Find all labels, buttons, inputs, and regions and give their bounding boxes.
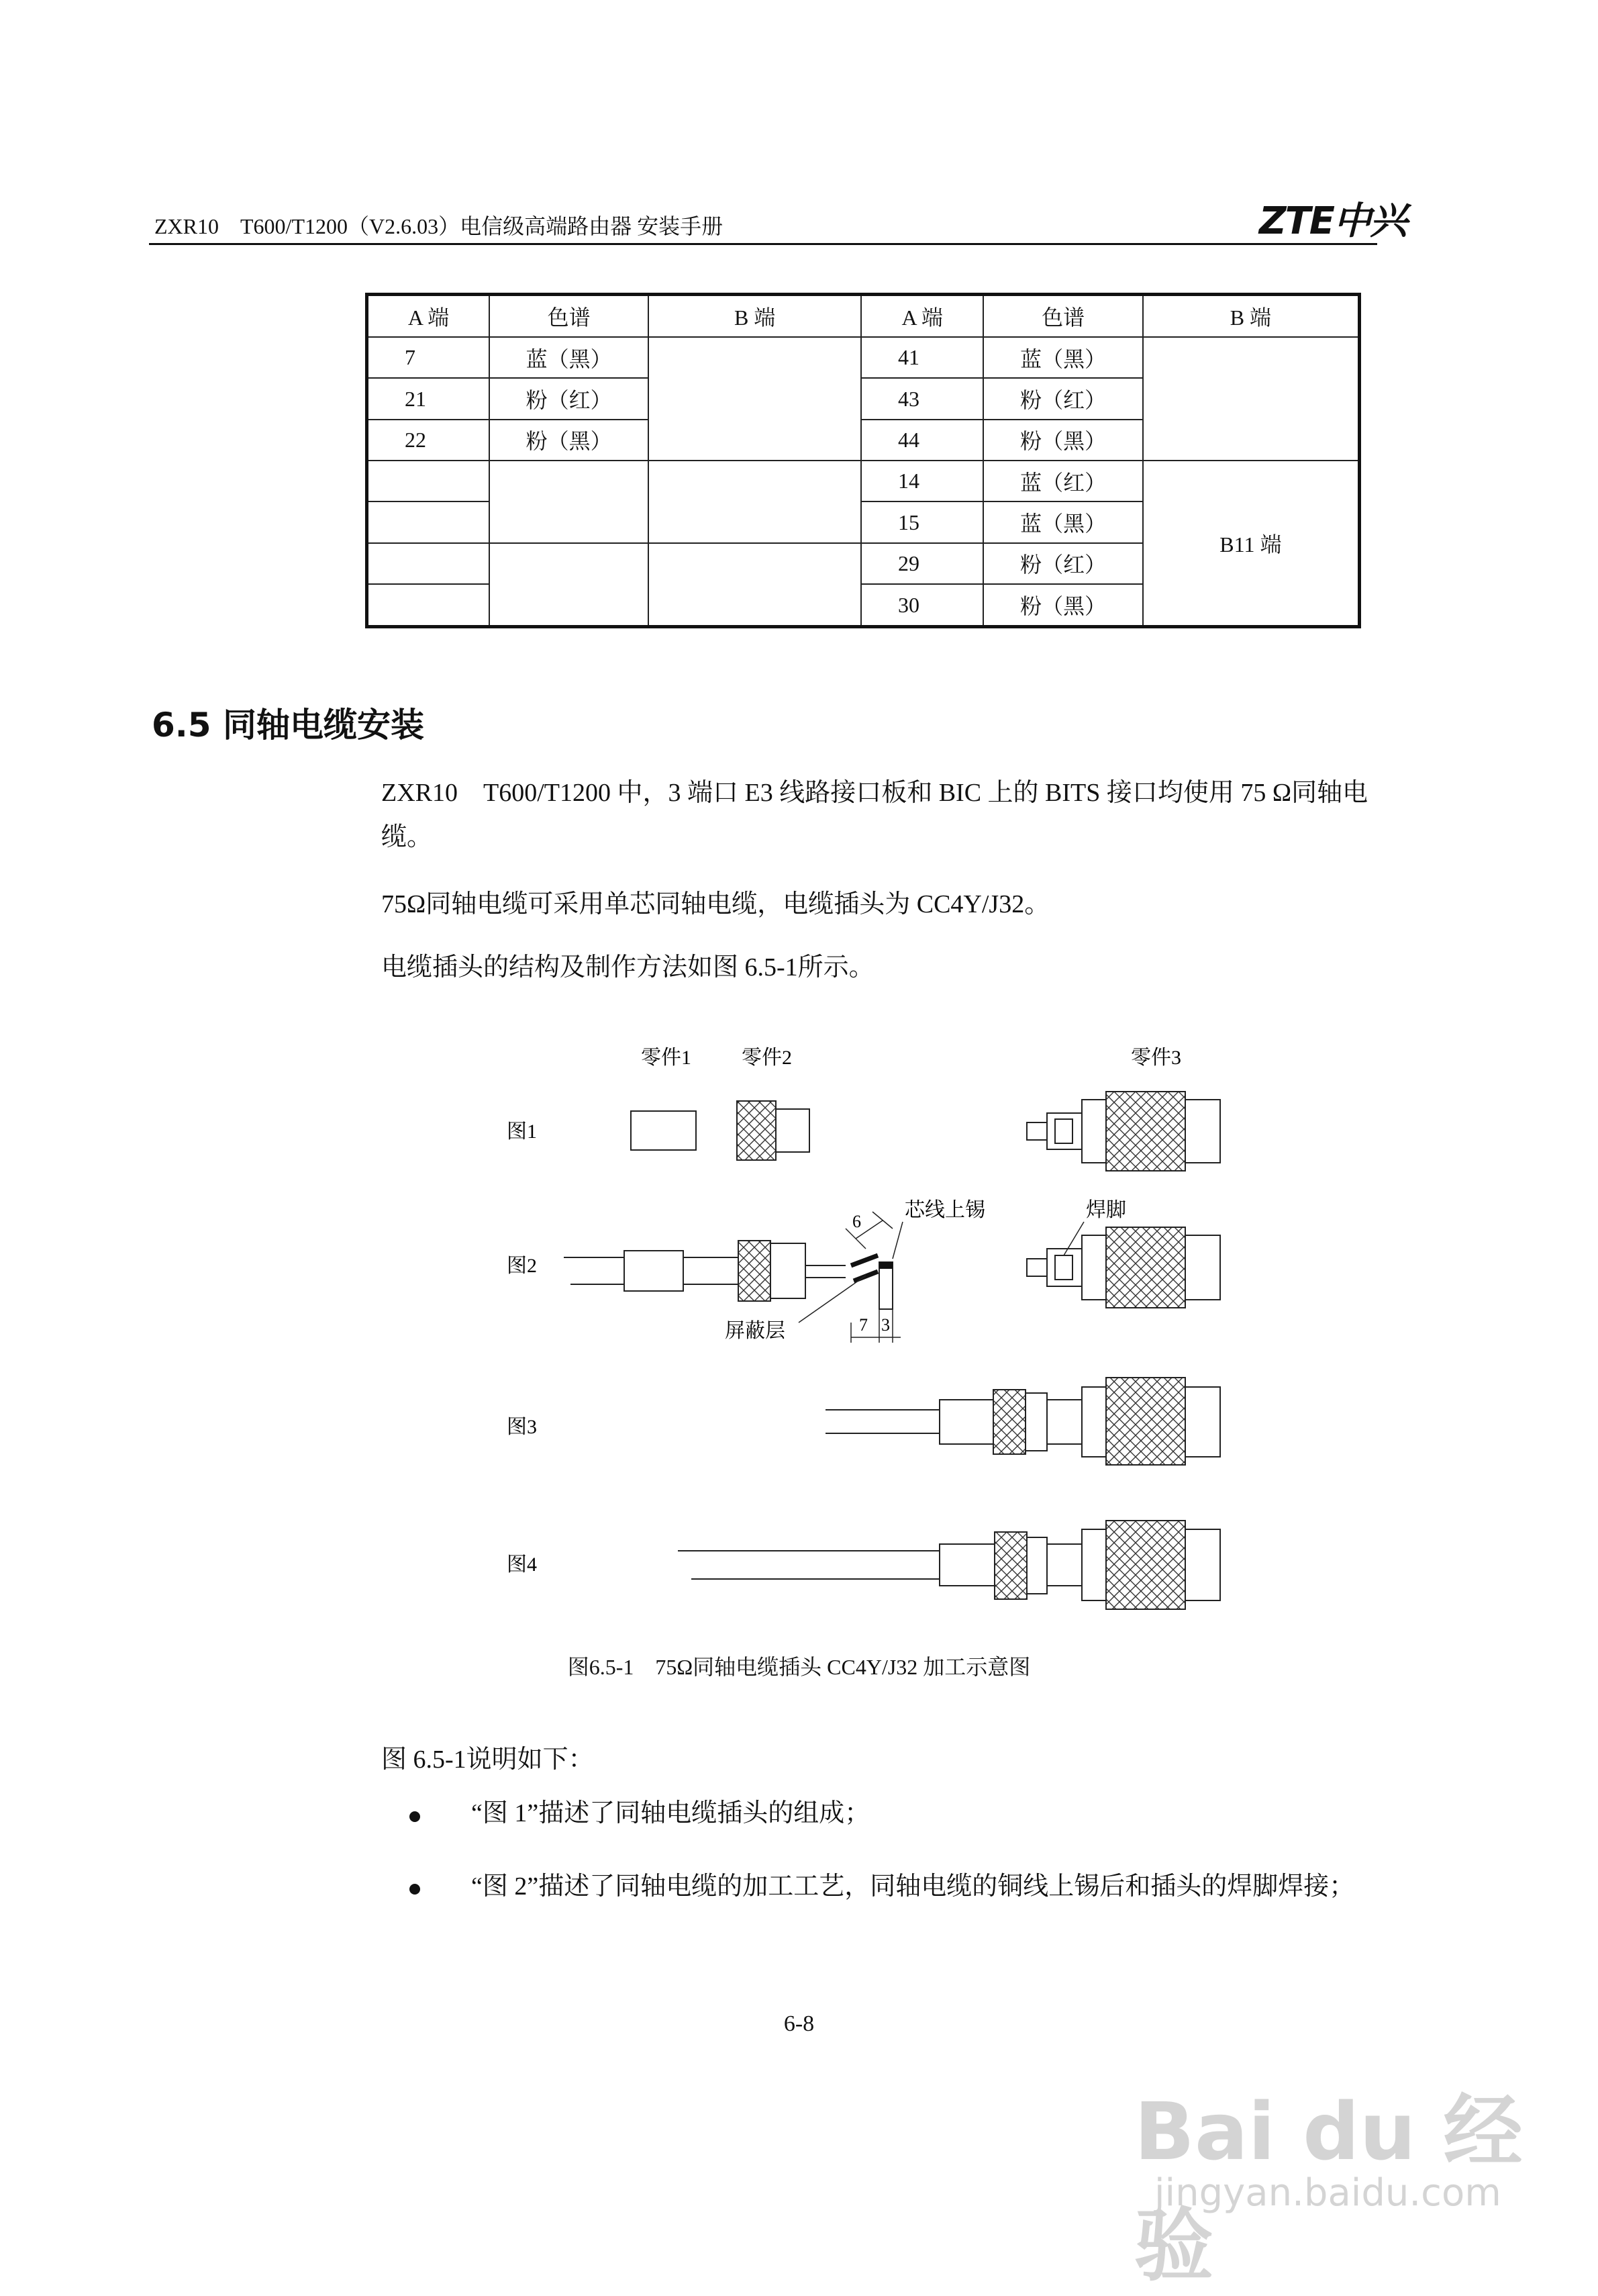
table-cell: 15 <box>861 501 984 542</box>
row-label: 图3 <box>507 1416 537 1438</box>
table-cell: 蓝（黑） <box>489 337 648 378</box>
table-cell: 43 <box>861 378 984 419</box>
table-cell: 41 <box>861 337 984 378</box>
prepared-cable <box>564 1199 985 1343</box>
table-cell: 粉（红） <box>983 378 1142 419</box>
annotation-solder-pin: 焊脚 <box>1086 1199 1126 1221</box>
table-cell: 21 <box>367 378 490 419</box>
part3-plug <box>1027 1092 1220 1171</box>
figure-caption: 图6.5-1 75Ω同轴电缆插头 CC4Y/J32 加工示意图 <box>567 1655 1031 1679</box>
table-cell: 22 <box>367 420 490 461</box>
header-divider <box>149 243 1377 245</box>
body-paragraph: ZXR10 T600/T1200 中，3 端口 E3 线路接口板和 BIC 上的 BITS 接口均使用 75 Ω同轴电缆。 <box>381 779 1368 851</box>
page-number: 6-8 <box>783 2011 815 2036</box>
table-cell: 粉（黑） <box>489 420 648 461</box>
table-header-row <box>367 295 1360 338</box>
table-cell <box>489 461 648 543</box>
assembly-step3 <box>826 1378 1220 1465</box>
table-cell: 7 <box>367 337 490 378</box>
annotation-core-tin: 芯线上锡 <box>905 1199 985 1221</box>
table-header-cell: A 端 <box>861 295 984 338</box>
table-cell: 29 <box>861 543 984 584</box>
bullet-dot <box>409 1884 420 1895</box>
table-header-cell: 色谱 <box>983 295 1142 338</box>
table-cell <box>367 543 490 584</box>
dim-label: 7 <box>859 1315 868 1335</box>
running-header: ZXR10 T600/T1200（V2.6.03）电信级高端路由器 安装手册 <box>154 214 723 238</box>
baidu-watermark: Bai du 经验 <box>1134 2085 1523 2292</box>
part-label: 零件2 <box>742 1047 792 1069</box>
table-header-cell: A 端 <box>367 295 490 338</box>
bullet-dot <box>409 1811 420 1822</box>
table-row <box>367 461 1360 501</box>
table-cell <box>1143 337 1360 461</box>
table-cell: 30 <box>861 584 984 626</box>
part-label: 零件3 <box>1131 1047 1181 1069</box>
table-cell: 粉（黑） <box>983 584 1142 626</box>
table-cell: 蓝（黑） <box>983 337 1142 378</box>
row-label: 图2 <box>507 1255 537 1277</box>
dim-label: 6 <box>852 1212 861 1231</box>
plug-with-solder-pin <box>1027 1199 1220 1308</box>
description-intro: 图 6.5-1说明如下： <box>381 1745 594 1774</box>
b11-cell: B11 端 <box>1143 461 1360 626</box>
assembly-step4 <box>678 1521 1220 1609</box>
part2-nut <box>737 1101 809 1160</box>
row-label: 图1 <box>507 1120 537 1143</box>
table-cell <box>489 543 648 627</box>
table-cell <box>367 461 490 501</box>
body-paragraph: 75Ω同轴电缆可采用单芯同轴电缆，电缆插头为 CC4Y/J32。 <box>381 890 1050 918</box>
table-header-cell: B 端 <box>1143 295 1360 338</box>
watermark-url: jingyan.baidu.com <box>1154 2171 1501 2215</box>
section-heading: 6.5 同轴电缆安装 <box>152 706 424 745</box>
part-label: 零件1 <box>641 1047 691 1069</box>
bullet-item: “图 1”描述了同轴电缆插头的组成； <box>471 1799 870 1827</box>
table-header-cell: B 端 <box>648 295 861 338</box>
table-cell: 粉（红） <box>489 378 648 419</box>
annotation-shield: 屏蔽层 <box>725 1320 785 1342</box>
table-header-cell: 色谱 <box>489 295 648 338</box>
part1-sleeve <box>631 1111 696 1150</box>
dim-label: 3 <box>881 1315 890 1335</box>
coax-connector-figure <box>470 1027 1315 1618</box>
table-cell: 14 <box>861 461 984 501</box>
table-cell: 蓝（黑） <box>983 501 1142 542</box>
table-cell <box>367 584 490 626</box>
table-cell <box>648 543 861 627</box>
table-cell <box>648 337 861 461</box>
table-cell: 44 <box>861 420 984 461</box>
body-paragraph: 电缆插头的结构及制作方法如图 6.5-1所示。 <box>381 953 875 982</box>
bullet-item: “图 2”描述了同轴电缆的加工工艺，同轴电缆的铜线上锡后和插头的焊脚焊接； <box>471 1872 1355 1901</box>
table-cell: 蓝（红） <box>983 461 1142 501</box>
table-row <box>367 337 1360 378</box>
table-cell <box>648 461 861 543</box>
table-cell: 粉（红） <box>983 543 1142 584</box>
zte-logo: ZTE中兴 <box>1259 199 1407 243</box>
pin-mapping-table <box>365 293 1361 628</box>
table-cell <box>367 501 490 542</box>
table-cell: 粉（黑） <box>983 420 1142 461</box>
row-label: 图4 <box>507 1553 537 1576</box>
